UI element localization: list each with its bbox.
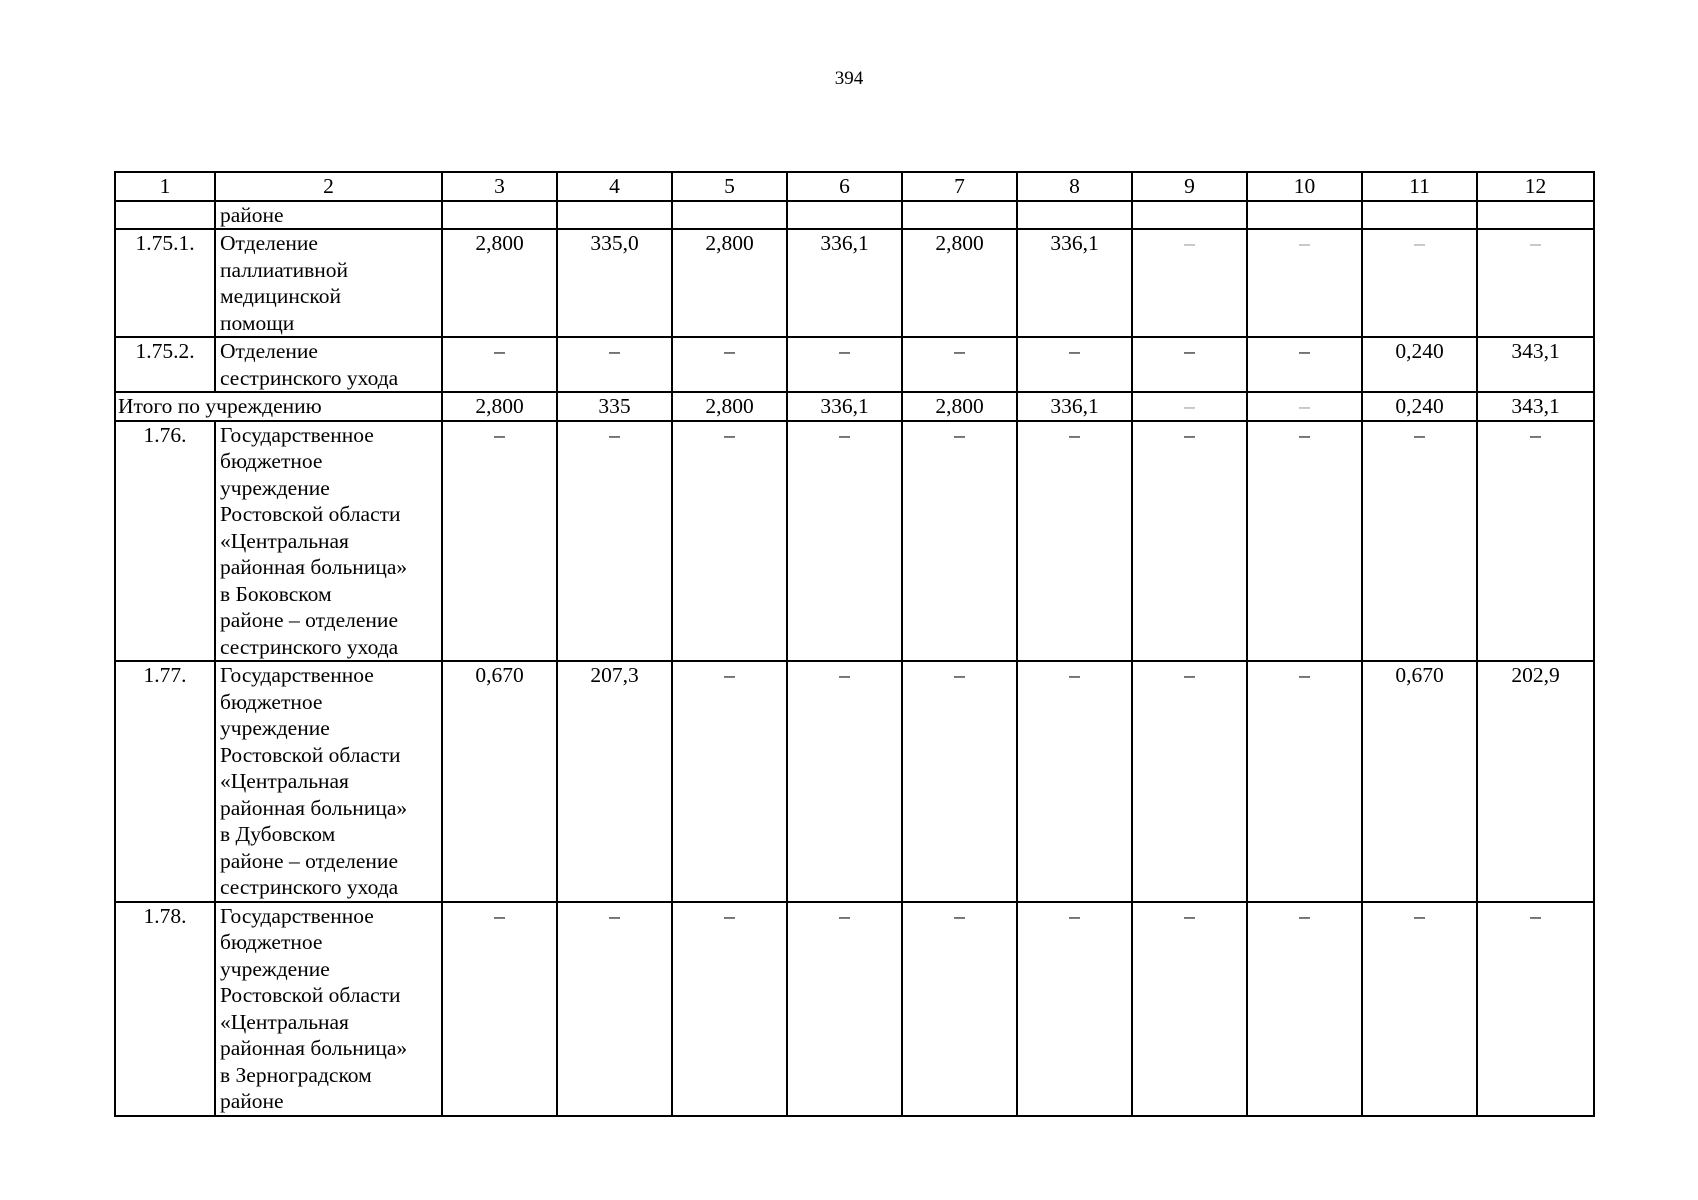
value-cell: – bbox=[672, 421, 787, 662]
col-header: 10 bbox=[1247, 172, 1362, 201]
value-cell: – bbox=[557, 902, 672, 1116]
value-cell: – bbox=[1247, 421, 1362, 662]
value-cell: 335 bbox=[557, 392, 672, 421]
value-cell: – bbox=[902, 337, 1017, 392]
table-row bbox=[115, 661, 1594, 902]
table-row bbox=[115, 201, 1594, 230]
col-header: 6 bbox=[787, 172, 902, 201]
value-cell: – bbox=[1247, 337, 1362, 392]
value-cell: – bbox=[1132, 392, 1247, 421]
value-cell: 207,3 bbox=[557, 661, 672, 902]
value-cell: 0,240 bbox=[1362, 337, 1477, 392]
value-cell: – bbox=[1362, 421, 1477, 662]
value-cell: 2,800 bbox=[902, 229, 1017, 337]
value-cell: 0,240 bbox=[1362, 392, 1477, 421]
value-cell: 2,800 bbox=[442, 229, 557, 337]
row-name-cell: Отделение сестринского ухода bbox=[215, 337, 442, 392]
col-header: 12 bbox=[1477, 172, 1594, 201]
row-name-cell: Отделение паллиативной медицинской помощи bbox=[215, 229, 442, 337]
col-header: 9 bbox=[1132, 172, 1247, 201]
value-cell: – bbox=[787, 661, 902, 902]
value-cell: – bbox=[787, 337, 902, 392]
value-cell: – bbox=[1132, 229, 1247, 337]
row-number-cell: 1.77. bbox=[115, 661, 215, 902]
value-cell: 336,1 bbox=[787, 229, 902, 337]
row-name-cell: районе bbox=[215, 201, 442, 230]
row-name-cell: Государственное бюджетное учреждение Ростовской области «Центральная районная больница» в Зерноградском районе bbox=[215, 902, 442, 1116]
value-cell: – bbox=[1017, 337, 1132, 392]
value-cell: – bbox=[1132, 902, 1247, 1116]
value-cell: – bbox=[787, 902, 902, 1116]
value-cell: 336,1 bbox=[787, 392, 902, 421]
value-cell: – bbox=[672, 337, 787, 392]
value-cell: 0,670 bbox=[442, 661, 557, 902]
col-header: 5 bbox=[672, 172, 787, 201]
page-number: 394 bbox=[834, 68, 864, 89]
value-cell: – bbox=[1132, 421, 1247, 662]
value-cell: – bbox=[1362, 902, 1477, 1116]
row-number-cell: 1.75.1. bbox=[115, 229, 215, 337]
value-cell: 2,800 bbox=[672, 229, 787, 337]
value-cell: – bbox=[442, 421, 557, 662]
value-cell: – bbox=[902, 661, 1017, 902]
total-row bbox=[115, 392, 1594, 421]
value-cell: 2,800 bbox=[442, 392, 557, 421]
col-header: 4 bbox=[557, 172, 672, 201]
value-cell: 0,670 bbox=[1362, 661, 1477, 902]
value-cell: 336,1 bbox=[1017, 229, 1132, 337]
total-label: Итого по учреждению bbox=[118, 394, 322, 418]
value-cell: – bbox=[902, 902, 1017, 1116]
value-cell: – bbox=[442, 337, 557, 392]
value-cell: – bbox=[1247, 229, 1362, 337]
value-cell: – bbox=[1247, 661, 1362, 902]
value-cell: – bbox=[1477, 421, 1594, 662]
value-cell: – bbox=[1247, 902, 1362, 1116]
value-cell: 336,1 bbox=[1017, 392, 1132, 421]
value-cell: – bbox=[787, 421, 902, 662]
value-cell: – bbox=[1362, 229, 1477, 337]
value-cell: – bbox=[1017, 661, 1132, 902]
table-row bbox=[115, 229, 1594, 337]
row-number-cell bbox=[115, 201, 215, 230]
table-row bbox=[115, 421, 1594, 662]
table-row bbox=[115, 337, 1594, 392]
value-cell: – bbox=[1132, 661, 1247, 902]
value-cell: 202,9 bbox=[1477, 661, 1594, 902]
value-cell: 343,1 bbox=[1477, 337, 1594, 392]
value-cell: – bbox=[1132, 337, 1247, 392]
col-header: 8 bbox=[1017, 172, 1132, 201]
value-cell: – bbox=[1247, 392, 1362, 421]
row-name-cell: Государственное бюджетное учреждение Ростовской области «Центральная районная больница» в Боковском районе – отделение сестринского ухода bbox=[215, 421, 442, 662]
col-header: 1 bbox=[115, 172, 215, 201]
col-header: 7 bbox=[902, 172, 1017, 201]
value-cell: – bbox=[672, 902, 787, 1116]
value-cell: – bbox=[442, 902, 557, 1116]
value-cell: – bbox=[557, 337, 672, 392]
value-cell: – bbox=[672, 661, 787, 902]
value-cell: 2,800 bbox=[672, 392, 787, 421]
value-cell: – bbox=[1477, 902, 1594, 1116]
header-row bbox=[115, 172, 1594, 201]
value-cell: – bbox=[1017, 421, 1132, 662]
value-cell: – bbox=[1477, 229, 1594, 337]
col-header: 2 bbox=[215, 172, 442, 201]
value-cell: – bbox=[557, 421, 672, 662]
value-cell: – bbox=[1017, 902, 1132, 1116]
row-number-cell: 1.78. bbox=[115, 902, 215, 1116]
value-cell: 343,1 bbox=[1477, 392, 1594, 421]
value-cell: – bbox=[902, 421, 1017, 662]
col-header: 3 bbox=[442, 172, 557, 201]
col-header: 11 bbox=[1362, 172, 1477, 201]
row-number-cell: 1.75.2. bbox=[115, 337, 215, 392]
row-number-cell: 1.76. bbox=[115, 421, 215, 662]
data-table bbox=[114, 171, 1595, 1117]
row-name-cell: Государственное бюджетное учреждение Ростовской области «Центральная районная больница» в Дубовском районе – отделение сестринского ухода bbox=[215, 661, 442, 902]
table-row bbox=[115, 902, 1594, 1116]
value-cell: 2,800 bbox=[902, 392, 1017, 421]
value-cell: 335,0 bbox=[557, 229, 672, 337]
